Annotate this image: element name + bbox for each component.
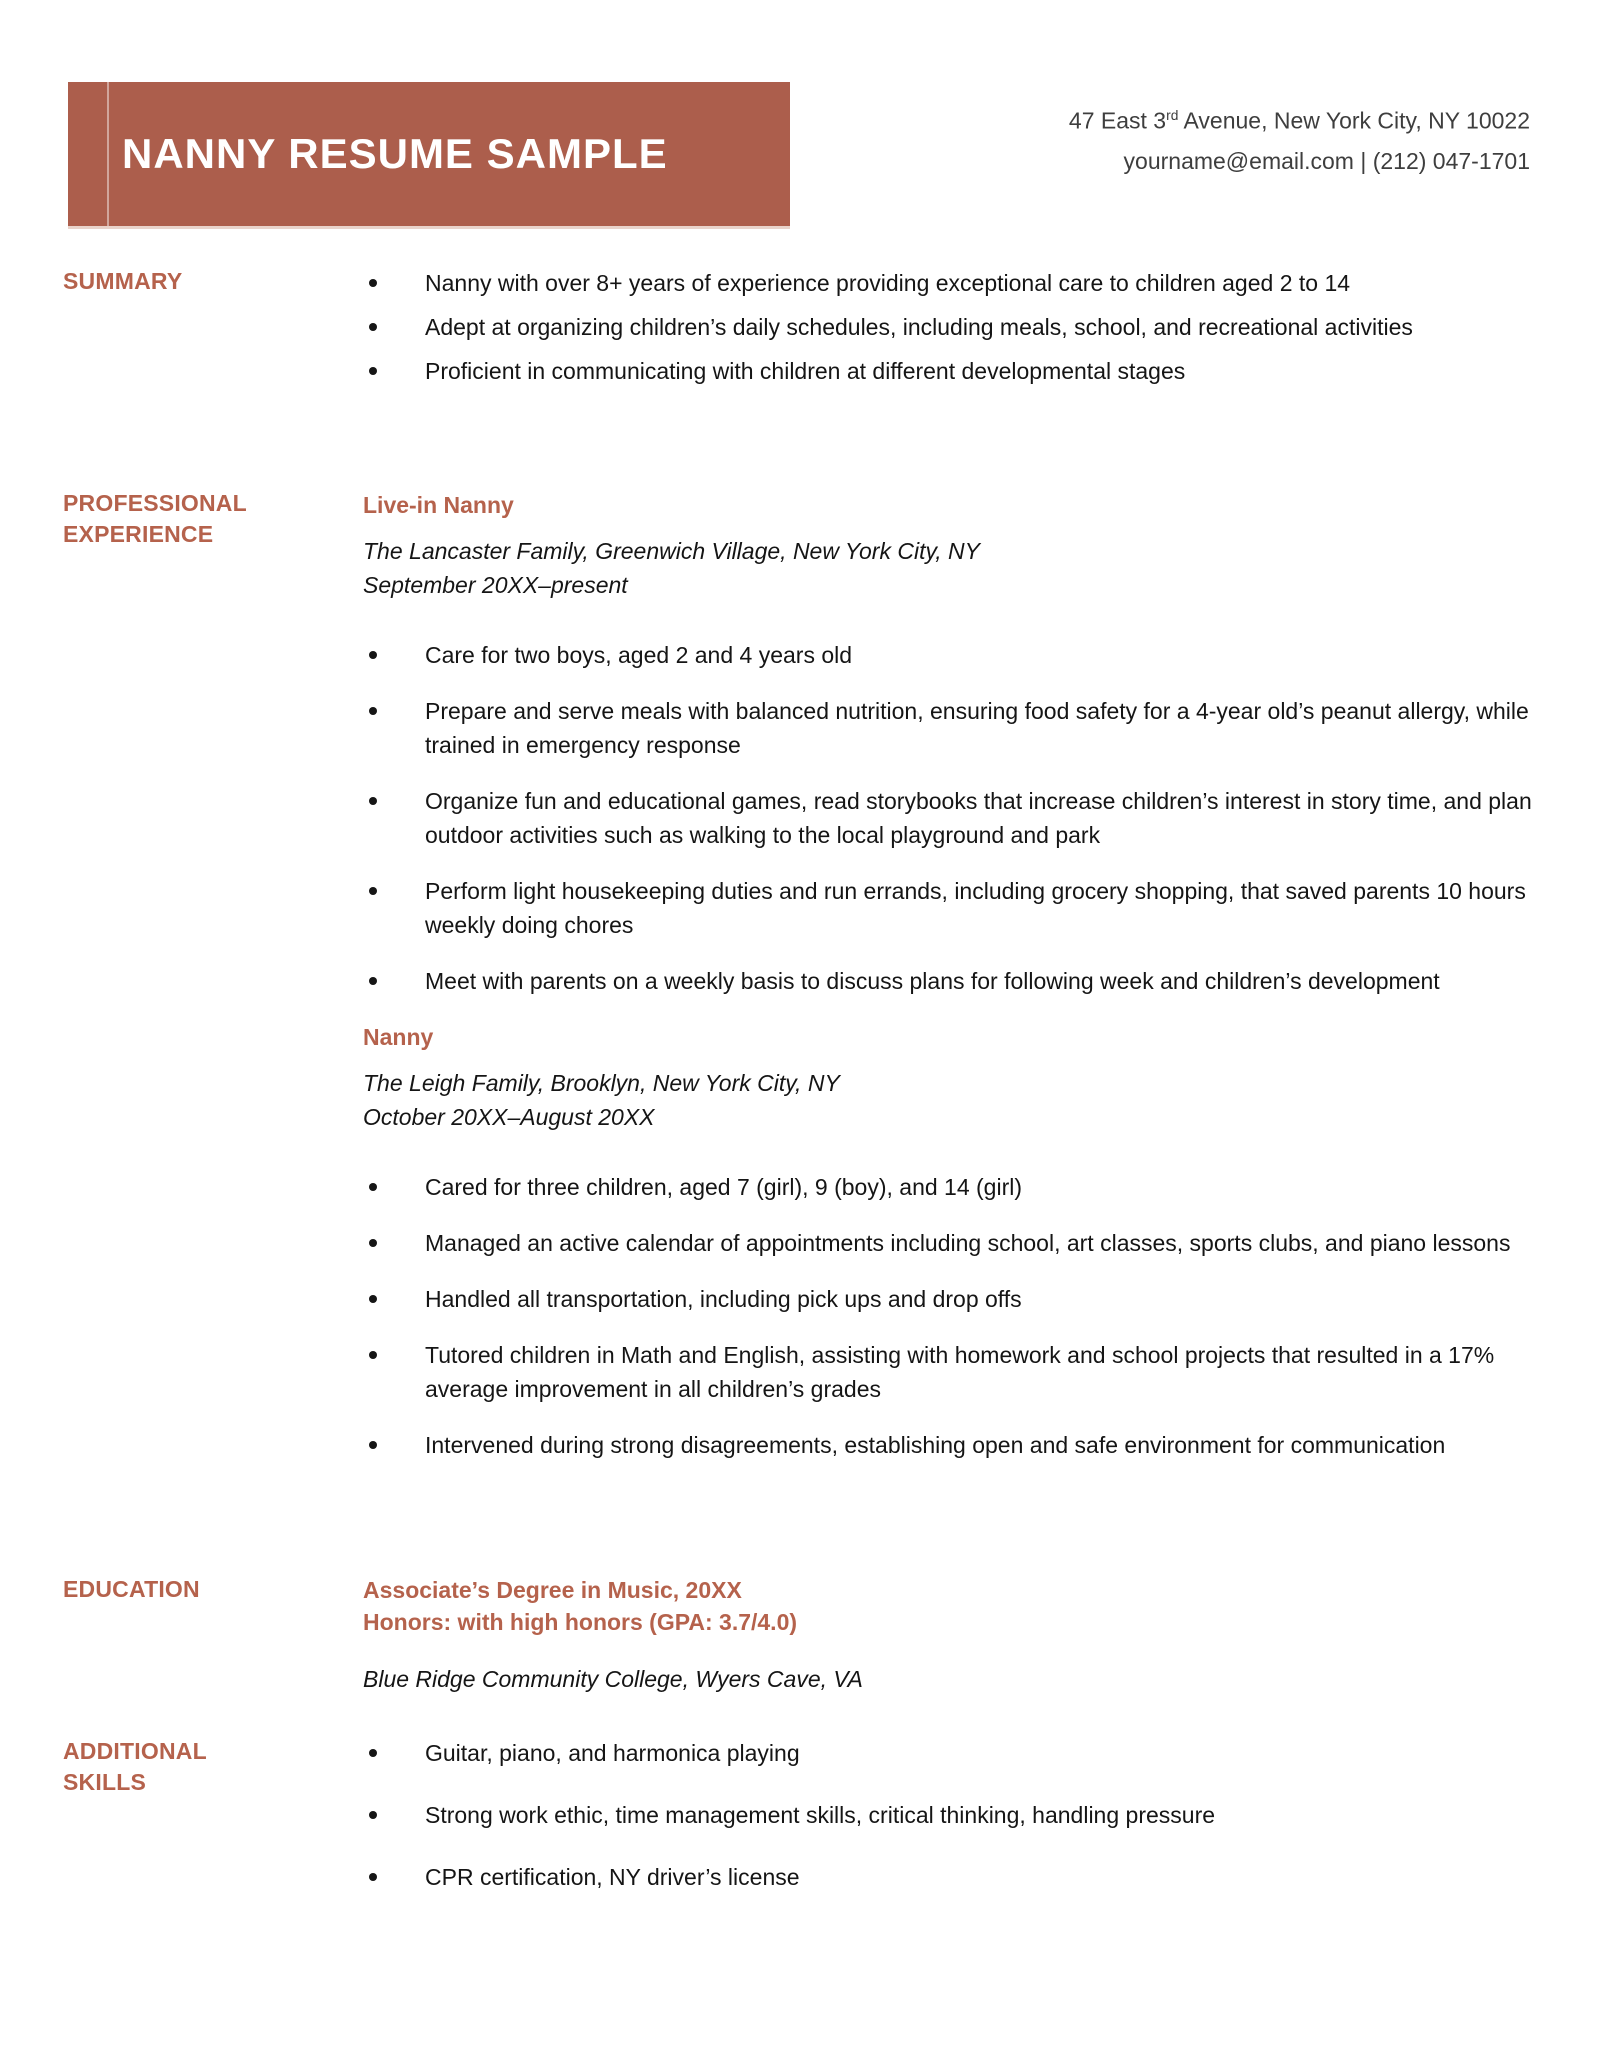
summary-bullet: Nanny with over 8+ years of experience providing exceptional care to children aged 2 to 14 <box>363 266 1535 300</box>
skills-content <box>363 1736 1535 1922</box>
education-content <box>363 1574 1535 1696</box>
page-title: NANNY RESUME SAMPLE <box>122 130 668 177</box>
section-summary <box>0 266 1600 398</box>
job-duty: Tutored children in Math and English, assisting with homework and school projects that resulted in a 17% average improvement in all children’s grades <box>363 1338 1535 1406</box>
job-duty: Intervened during strong disagreements, establishing open and safe environment for communication <box>363 1428 1535 1462</box>
title-box <box>68 82 790 229</box>
skill-item: Strong work ethic, time management skills, critical thinking, handling pressure <box>363 1798 1535 1832</box>
job-duty: Organize fun and educational games, read storybooks that increase children’s interest in story time, and plan outdoor activities such as walking to the local playground and park <box>363 784 1535 852</box>
job-title: Nanny <box>363 1024 434 1050</box>
section-skills <box>0 1736 1600 1922</box>
job-duty: Handled all transportation, including pick ups and drop offs <box>363 1282 1535 1316</box>
section-label-experience: PROFESSIONAL EXPERIENCE <box>63 490 247 547</box>
title-box-divider <box>107 82 109 226</box>
skills-list <box>363 1736 1535 1894</box>
job-entry <box>363 488 1535 998</box>
job-duty: Meet with parents on a weekly basis to discuss plans for following week and children’s development <box>363 964 1535 998</box>
job-duty: Care for two boys, aged 2 and 4 years old <box>363 638 1535 672</box>
job-duty: Perform light housekeeping duties and run errands, including grocery shopping, that saved parents 10 hours weekly doing chores <box>363 874 1535 942</box>
job-title: Live-in Nanny <box>363 492 514 518</box>
section-label-skills: ADDITIONAL SKILLS <box>63 1738 207 1795</box>
experience-content <box>363 488 1535 1484</box>
address-pre: 47 East 3 <box>1068 107 1167 134</box>
skill-item: CPR certification, NY driver’s license <box>363 1860 1535 1894</box>
summary-content <box>363 266 1535 398</box>
summary-bullet: Proficient in communicating with children at different developmental stages <box>363 354 1535 388</box>
job-company: The Lancaster Family, Greenwich Village, New York City, NY <box>363 538 980 564</box>
education-honors: Honors: with high honors (GPA: 3.7/4.0) <box>363 1609 798 1635</box>
education-school: Blue Ridge Community College, Wyers Cave, VA <box>363 1666 863 1692</box>
email-phone-line: yourname@email.com | (212) 047-1701 <box>1123 147 1530 174</box>
job-entry <box>363 1020 1535 1462</box>
job-duty: Cared for three children, aged 7 (girl), 9 (boy), and 14 (girl) <box>363 1170 1535 1204</box>
contact-info <box>1069 96 1530 181</box>
section-experience <box>0 488 1600 1484</box>
education-degree: Associate’s Degree in Music, 20XX <box>363 1577 742 1603</box>
address-ordinal: rd <box>1166 108 1179 123</box>
job-duty-list <box>363 1170 1535 1462</box>
job-company: The Leigh Family, Brooklyn, New York City, NY <box>363 1070 840 1096</box>
summary-list <box>363 266 1535 388</box>
section-label-education: EDUCATION <box>63 1576 200 1602</box>
job-duty-list <box>363 638 1535 998</box>
summary-bullet: Adept at organizing children’s daily schedules, including meals, school, and recreational activities <box>363 310 1535 344</box>
job-duty: Managed an active calendar of appointments including school, art classes, sports clubs, and piano lessons <box>363 1226 1535 1260</box>
address-line <box>1069 96 1530 141</box>
job-duty: Prepare and serve meals with balanced nutrition, ensuring food safety for a 4-year old’s peanut allergy, while trained in emergency response <box>363 694 1535 762</box>
skill-item: Guitar, piano, and harmonica playing <box>363 1736 1535 1770</box>
section-label-summary: SUMMARY <box>63 268 183 294</box>
section-education <box>0 1574 1600 1696</box>
job-dates: September 20XX–present <box>363 572 628 598</box>
job-dates: October 20XX–August 20XX <box>363 1104 655 1130</box>
address-post: Avenue, New York City, NY 10022 <box>1178 107 1530 134</box>
